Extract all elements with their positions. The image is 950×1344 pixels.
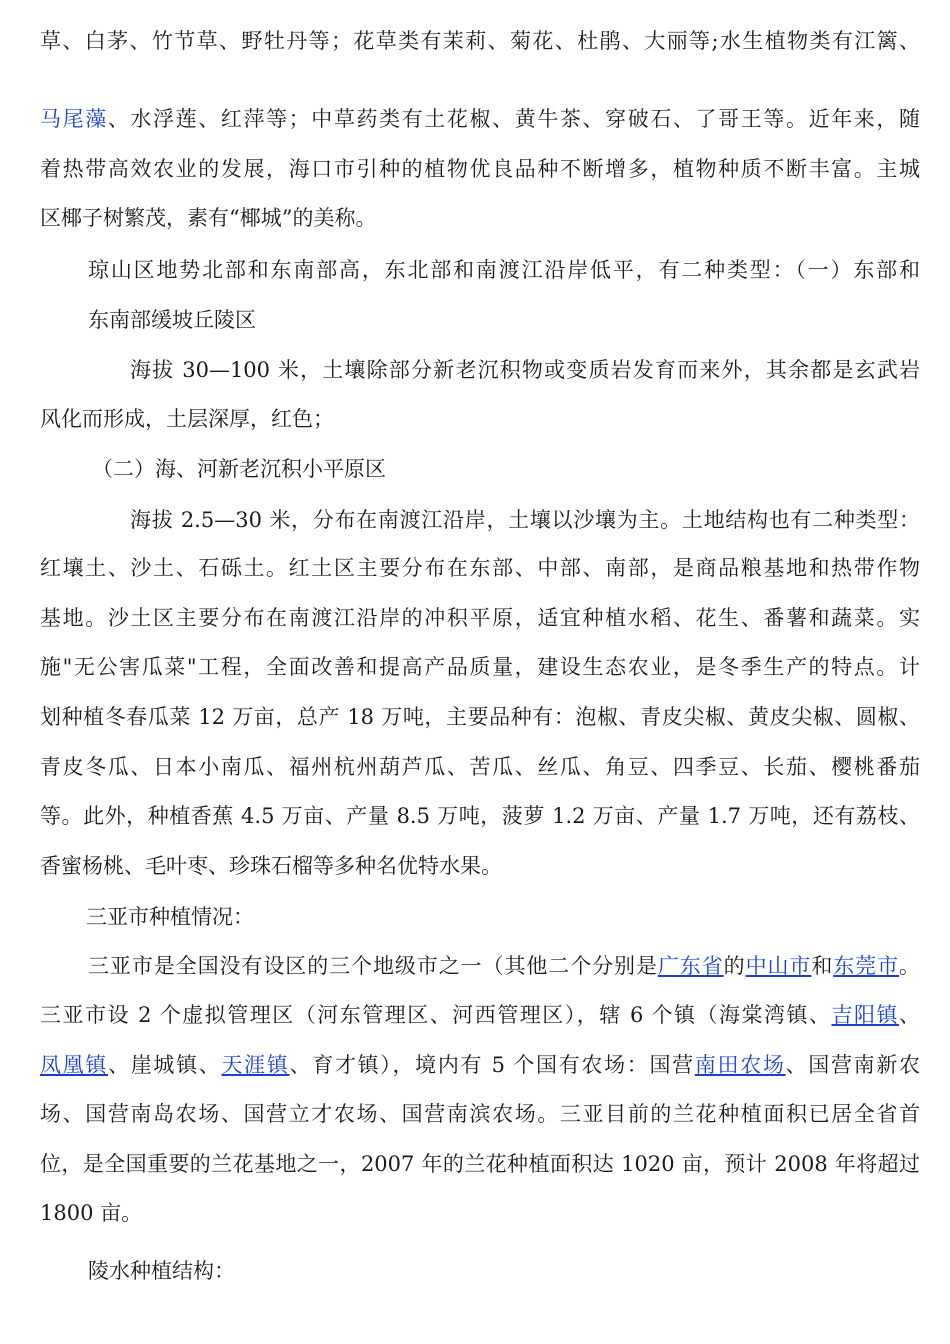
hyperlink[interactable]: 凤凰镇	[40, 1053, 109, 1077]
text-line	[40, 553, 920, 583]
text-segment: 海拔 2.5—30 米，分布在南渡江沿岸，土壤以沙壤为主。土地结构也有二种类型：	[130, 508, 920, 532]
text-segment: 草、白茅、竹节草、野牡丹等；花草类有茉莉、菊花、杜鹃、大丽等;水生植物类有江篱、	[40, 29, 920, 53]
text-line	[40, 702, 920, 732]
text-line	[40, 1050, 920, 1080]
text-segment: 琼山区地势北部和东南部高，东北部和南渡江沿岸低平，有二种类型：（一）东部和	[88, 258, 920, 282]
text-segment: 红壤土、沙土、石砾土。红土区主要分布在东部、中部、南部，是商品粮基地和热带作物	[40, 556, 920, 580]
text-segment: 三亚市设 2 个虚拟管理区（河东管理区、河西管理区），辖 6 个镇（海棠湾镇、	[40, 1003, 832, 1027]
highlighted-term: 马尾藻	[40, 107, 108, 131]
text-line	[40, 801, 920, 831]
text-line	[40, 1198, 920, 1228]
text-segment: 基地。沙土区主要分布在南渡江沿岸的冲积平原，适宜种植水稻、花生、番薯和蔬菜。实	[40, 606, 920, 630]
hyperlink[interactable]: 中山市	[745, 954, 812, 978]
hyperlink[interactable]: 广东省	[657, 954, 724, 978]
text-segment: 风化而形成，土层深厚，红色；	[40, 407, 334, 431]
text-line	[40, 752, 920, 782]
text-segment: 香蜜杨桃、毛叶枣、珍珠石榴等多种名优特水果。	[40, 854, 502, 878]
text-line	[40, 1000, 920, 1030]
text-segment: 划种植冬春瓜菜 12 万亩，总产 18 万吨，主要品种有：泡椒、青皮尖椒、黄皮尖椒、圆椒、	[40, 705, 920, 729]
text-segment: 等。此外，种植香蕉 4.5 万亩、产量 8.5 万吨，菠萝 1.2 万亩、产量 1.7 万吨，还有荔枝、	[40, 804, 920, 828]
text-line	[40, 851, 920, 881]
text-line	[40, 154, 920, 184]
text-line	[40, 26, 920, 56]
text-line	[40, 1099, 920, 1129]
text-segment: 、	[899, 1003, 920, 1027]
section-heading	[86, 902, 950, 932]
text-segment: （二）海、河新老沉积小平原区	[92, 457, 386, 481]
text-line	[40, 1149, 920, 1179]
text-line	[40, 104, 920, 134]
text-segment: 场、国营南岛农场、国营立才农场、国营南滨农场。三亚目前的兰花种植面积已居全省首	[40, 1102, 920, 1126]
text-segment: 。	[899, 954, 920, 978]
hyperlink[interactable]: 东莞市	[833, 954, 900, 978]
text-segment: 三亚市是全国没有设区的三个地级市之一（其他二个分别是	[88, 954, 658, 978]
text-segment: 位，是全国重要的兰花基地之一，2007 年的兰花种植面积达 1020 亩，预计 2008 年将超过	[40, 1152, 920, 1176]
text-segment: 东南部缓坡丘陵区	[88, 308, 256, 332]
text-segment: 青皮冬瓜、日本小南瓜、福州杭州葫芦瓜、苦瓜、丝瓜、角豆、四季豆、长茄、樱桃番茄	[40, 755, 920, 779]
text-line	[88, 255, 920, 285]
text-line	[88, 951, 920, 981]
text-segment: 、水浮莲、红萍等；中草药类有土花椒、黄牛茶、穿破石、了哥王等。近年来，随	[107, 107, 920, 131]
text-line	[40, 652, 920, 682]
text-segment: 、国营南新农	[785, 1053, 920, 1077]
text-line	[88, 305, 920, 335]
hyperlink[interactable]: 天涯镇	[221, 1053, 290, 1077]
text-segment: 海拔 30—100 米，土壤除部分新老沉积物或变质岩发育而来外，其余都是玄武岩	[130, 358, 920, 382]
text-line	[40, 603, 920, 633]
text-segment: 、崖城镇、	[108, 1053, 222, 1077]
text-segment: 着热带高效农业的发展，海口市引种的植物优良品种不断增多，植物种质不断丰富。主城	[40, 157, 920, 181]
text-segment: 陵水种植结构：	[88, 1259, 235, 1283]
text-segment: 的	[723, 954, 746, 978]
text-segment: 和	[811, 954, 834, 978]
text-line	[40, 203, 920, 233]
hyperlink[interactable]: 吉阳镇	[831, 1003, 900, 1027]
text-segment: 区椰子树繁茂，素有“椰城”的美称。	[40, 206, 377, 230]
section-heading	[88, 1256, 920, 1286]
text-line	[92, 454, 950, 484]
text-line	[130, 355, 920, 385]
text-line	[40, 404, 920, 434]
text-segment: 1800 亩。	[40, 1201, 143, 1225]
text-line	[130, 505, 920, 535]
text-segment: 施"无公害瓜菜"工程，全面改善和提高产品质量，建设生态农业，是冬季生产的特点。计	[40, 655, 920, 679]
text-segment: 、育才镇），境内有 5 个国有农场：国营	[289, 1053, 695, 1077]
text-segment: 三亚市种植情况：	[86, 905, 254, 929]
hyperlink[interactable]: 南田农场	[694, 1053, 786, 1077]
